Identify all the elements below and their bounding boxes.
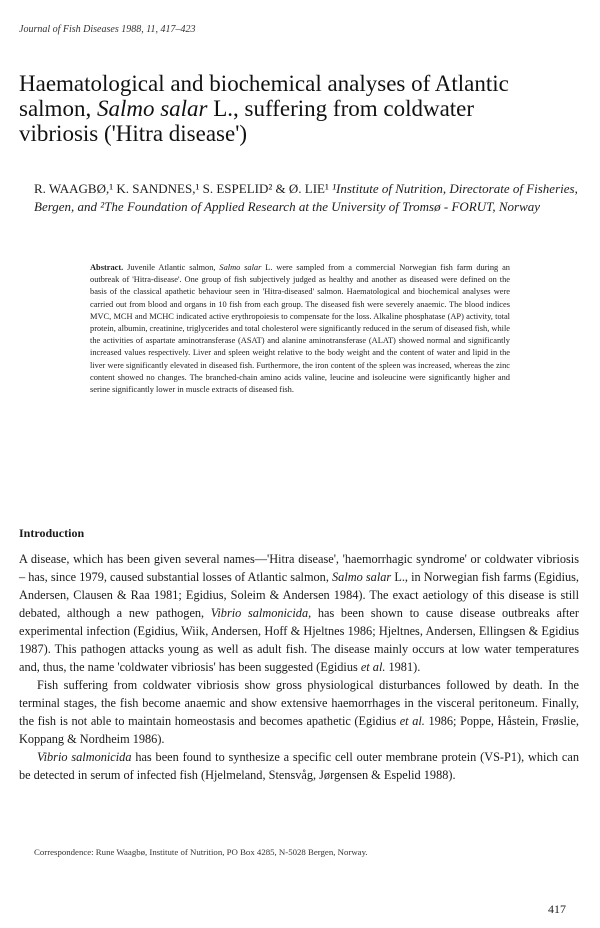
p1-text-d: 1981). bbox=[385, 660, 421, 674]
abstract-species: Salmo salar bbox=[219, 263, 262, 272]
introduction-body bbox=[19, 550, 579, 784]
intro-paragraph-1 bbox=[19, 550, 579, 676]
journal-reference: Journal of Fish Diseases 1988, 11, 417–423 bbox=[19, 24, 196, 35]
author-names: R. WAAGBØ,¹ K. SANDNES,¹ S. ESPELID² & Ø. LIE¹ bbox=[34, 181, 329, 196]
p3-pathogen: Vibrio salmonicida bbox=[37, 750, 132, 764]
p1-text-c: , has been shown to cause disease outbreaks after experimental infection (Egidius, Wiik, Andersen, Hoff & Hjeltnes 1986; Hjeltnes, Andersen, Ellingsen & Egidius 1987). This pathogen attacks young as well as adult fish. The disease mainly occurs at low water temperatures and, thus, the name 'coldwater vibriosis' has been suggested (Egidius bbox=[19, 606, 579, 674]
p2-etal: et al. bbox=[399, 714, 425, 728]
p1-etal: et al. bbox=[360, 660, 386, 674]
author-affiliation: ¹Institute of Nutrition, Directorate of Fisheries, Bergen, and ²The Foundation of Applied Research at the University of Tromsø - FORUT, Norway bbox=[34, 181, 578, 214]
p2-text-a: Fish suffering from coldwater vibriosis show gross physiological disturbances followed by death. In the terminal stages, the fish become anaemic and show extensive haemorrhages in the visceral peritoneum. Finally, the fish is not able to maintain homeostasis and becomes apathetic (Egidius bbox=[19, 678, 579, 728]
title-text-end: L., suffering from coldwater vibriosis ('Hitra disease') bbox=[19, 96, 475, 146]
title-species: Salmo salar bbox=[96, 96, 208, 121]
intro-paragraph-3 bbox=[19, 748, 579, 784]
p2-text-b: 1986; Poppe, Håstein, Frøslie, Koppang & Nordheim 1986). bbox=[19, 714, 579, 746]
abstract-text-start: Juvenile Atlantic salmon, bbox=[123, 263, 220, 272]
title-text-start: Haematological and biochemical analyses of Atlantic salmon, bbox=[19, 71, 509, 121]
p1-text-a: A disease, which has been given several names—'Hitra disease', 'haemorrhagic syndrome' or coldwater vibriosis – has, since 1979, caused substantial losses of Atlantic salmon, bbox=[19, 552, 579, 584]
abstract-label: Abstract. bbox=[90, 263, 124, 272]
p3-text-a: has been found to synthesize a specific cell outer membrane protein (VS-P1), which can be detected in serum of infected fish (Hjelmeland, Stensvåg, Jørgensen & Espelid 1988). bbox=[19, 750, 579, 782]
p1-species: Salmo salar bbox=[332, 570, 392, 584]
p1-text-b: L., in Norwegian fish farms (Egidius, Andersen, Clausen & Raa 1981; Egidius, Soleim & Andersen 1984). The exact aetiology of this disease is still debated, although a new pathogen, bbox=[19, 570, 579, 620]
abstract bbox=[90, 262, 510, 396]
page-number: 417 bbox=[548, 902, 566, 916]
article-title bbox=[19, 71, 559, 146]
p1-pathogen: Vibrio salmonicida bbox=[210, 606, 309, 620]
abstract-text-end: L. were sampled from a commercial Norwegian fish farm during an outbreak of 'Hitra-disease'. One group of fish subjectively judged as healthy and another as diseased were defined on the basis of the classical apathetic behaviour seen in 'Hitra-diseased' salmon. Haematological and biochemical analyses were carried out from blood and organs in 10 fish from each group. The diseased fish were severely anaemic. The blood indices MVC, MCH and MCHC indicated active erythropoiesis to compensate for the loss. Alkaline phosphatase (AP) activity, total protein, albumin, creatinine, triglycerides and total cholesterol were significantly reduced in the serum of diseased fish, while the activities of aspartate aminotransferase (ASAT) and alanine aminotransferase (ALAT) showed normal and significantly increased values respectively. Liver and spleen weight relative to the body weight and the content of water and lipid in the liver were significantly elevated in diseased fish. Furthermore, the iron content of the spleen was increased, whereas the zinc content showed no changes. The branched-chain amino acids valine, leucine and isoleucine were significantly higher and serine significantly lower in muscle extracts of diseased fish. bbox=[90, 263, 511, 395]
section-heading-introduction: Introduction bbox=[19, 526, 85, 540]
intro-paragraph-2 bbox=[19, 676, 579, 748]
author-block bbox=[34, 180, 579, 216]
correspondence-footnote: Correspondence: Rune Waagbø, Institute of Nutrition, PO Box 4285, N-5028 Bergen, Norway. bbox=[34, 847, 368, 857]
